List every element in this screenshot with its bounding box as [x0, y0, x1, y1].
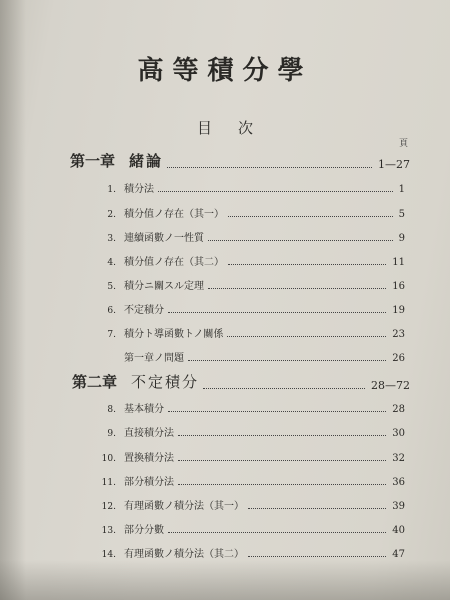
- entry-page: 11: [392, 257, 405, 268]
- chapter-title: 緒論: [129, 152, 164, 170]
- dot-leader: [228, 215, 393, 217]
- dot-leader: [178, 434, 386, 436]
- chapter-pages: 28—72: [371, 379, 410, 392]
- entry-number: 11.: [101, 478, 116, 488]
- entry-page: 19: [392, 305, 405, 316]
- toc-entry[interactable]: [98, 545, 405, 560]
- entry-page: 16: [392, 281, 405, 292]
- toc-entry[interactable]: [98, 497, 405, 512]
- dot-leader: [228, 263, 386, 265]
- toc-heading: 目次: [196, 119, 279, 137]
- entry-page: 40: [392, 525, 405, 536]
- dot-leader: [203, 387, 365, 389]
- dot-leader: [208, 239, 393, 241]
- dot-leader: [158, 190, 393, 192]
- entry-page: 5: [398, 209, 405, 220]
- entry-page: 9: [398, 233, 405, 244]
- toc-entry-problems[interactable]: [124, 349, 405, 364]
- entry-number: 12.: [101, 502, 116, 512]
- entry-number: 4.: [107, 258, 116, 268]
- dot-leader: [227, 335, 386, 337]
- dot-leader: [168, 531, 386, 533]
- entry-page: 26: [392, 353, 405, 364]
- entry-title: 不定積分: [124, 305, 164, 316]
- entry-title: 基本積分: [124, 404, 164, 415]
- toc-entry[interactable]: [98, 400, 405, 415]
- dot-leader: [167, 166, 372, 168]
- toc-entry[interactable]: [98, 325, 405, 340]
- dot-leader: [178, 483, 386, 485]
- entry-title: 置換積分法: [124, 453, 174, 464]
- entry-title: 積分ト導函數トノ關係: [124, 329, 224, 340]
- toc-entry[interactable]: [98, 424, 405, 439]
- toc-entry[interactable]: [98, 229, 405, 244]
- book-title: 高等積分學: [137, 56, 313, 86]
- toc-entry[interactable]: [98, 521, 405, 536]
- toc-entry[interactable]: [98, 180, 405, 195]
- dot-leader: [248, 507, 386, 509]
- entry-number: 3.: [107, 234, 116, 244]
- entry-page: 28: [392, 404, 405, 415]
- dot-leader: [208, 287, 386, 289]
- entry-title: 連續函數ノ一性質: [124, 233, 204, 244]
- toc-entry[interactable]: [98, 301, 405, 316]
- dot-leader: [168, 410, 386, 412]
- toc-entry[interactable]: [98, 473, 405, 488]
- entry-number: 5.: [107, 282, 116, 292]
- toc-entry[interactable]: [98, 205, 405, 220]
- entry-page: 1: [398, 184, 405, 195]
- toc-entry[interactable]: [98, 253, 405, 268]
- entry-title: 有理函數ノ積分法（其二）: [124, 549, 244, 560]
- chapter-title: 不定積分: [131, 373, 200, 391]
- chapter-label: 第一章: [70, 152, 116, 170]
- dot-leader: [248, 555, 386, 557]
- chapter-2-heading[interactable]: [72, 371, 410, 392]
- entry-number: 10.: [101, 454, 116, 464]
- entry-title: 部分積分法: [124, 477, 174, 488]
- entry-number: 9.: [107, 429, 116, 439]
- entry-title: 有理函數ノ積分法（其一）: [124, 501, 244, 512]
- entry-number: 8.: [107, 405, 116, 415]
- entry-title: 積分法: [124, 184, 154, 195]
- entry-page: 47: [392, 549, 405, 560]
- dot-leader: [188, 359, 386, 361]
- entry-page: 32: [392, 453, 405, 464]
- chapter-label: 第二章: [72, 373, 118, 391]
- entry-page: 36: [392, 477, 405, 488]
- entry-number: 13.: [101, 526, 116, 536]
- chapter-pages: 1—27: [378, 158, 410, 171]
- entry-title: 積分值ノ存在（其二）: [124, 257, 224, 268]
- entry-number: 2.: [107, 210, 116, 220]
- dot-leader: [168, 311, 386, 313]
- dot-leader: [178, 459, 386, 461]
- page-column-label: 頁: [399, 139, 409, 149]
- entry-page: 30: [392, 428, 405, 439]
- chapter-1-heading[interactable]: [70, 150, 410, 171]
- entry-title: 第一章ノ問題: [124, 353, 184, 364]
- entry-title: 積分ニ關スル定理: [124, 281, 204, 292]
- entry-number: 14.: [101, 550, 116, 560]
- entry-title: 積分值ノ存在（其一）: [124, 209, 224, 220]
- entry-page: 23: [392, 329, 405, 340]
- entry-number: 7.: [107, 330, 116, 340]
- entry-page: 39: [392, 501, 405, 512]
- toc-entry[interactable]: [98, 277, 405, 292]
- entry-number: 1.: [107, 185, 116, 195]
- entry-title: 部分分數: [124, 525, 164, 536]
- entry-number: 6.: [107, 306, 116, 316]
- entry-title: 直接積分法: [124, 428, 174, 439]
- toc-entry[interactable]: [98, 449, 405, 464]
